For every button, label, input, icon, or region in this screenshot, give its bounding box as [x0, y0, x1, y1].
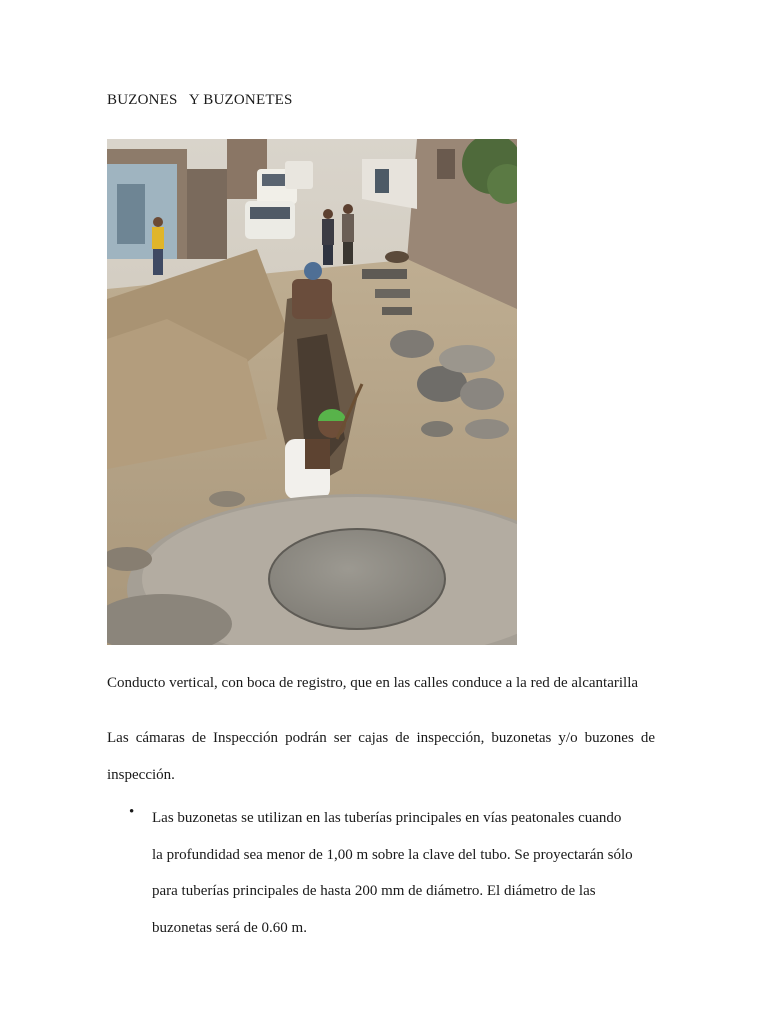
bullet-line: buzonetas será de 0.60 m.	[152, 919, 307, 936]
bullet-symbol: •	[129, 804, 135, 820]
bullet-item-buzonetas	[152, 800, 660, 946]
bullet-line: Las buzonetas se utilizan en las tuberías principales en vías peatonales cuando	[152, 810, 622, 826]
definition-text: Conducto vertical, con boca de registro, que en las calles conduce a la red de alcantarilla	[107, 675, 639, 691]
document-title: BUZONES Y BUZONETES	[107, 92, 293, 108]
trench-manhole-illustration	[107, 139, 517, 645]
inspection-paragraph: Las cámaras de Inspección podrán ser cajas de inspección, buzonetas y/o buzones de inspección.	[107, 730, 655, 783]
bullet-line: para tuberías principales de hasta 200 mm de diámetro. El diámetro de las	[152, 883, 596, 899]
construction-photo	[107, 139, 517, 645]
bullet-line: la profundidad sea menor de 1,00 m sobre la clave del tubo. Se proyectarán sólo	[152, 846, 633, 863]
